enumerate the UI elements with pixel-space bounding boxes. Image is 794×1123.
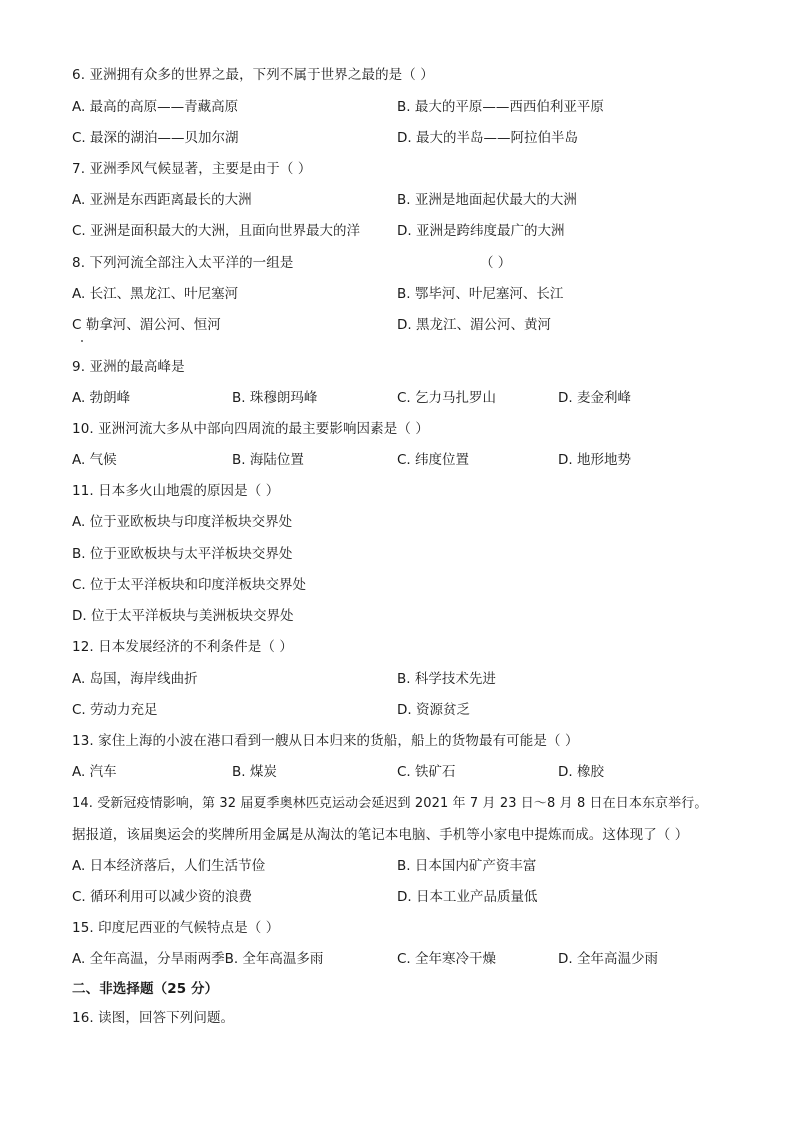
question-6-option-b: B. 最大的平原——西西伯利亚平原 [397,99,604,115]
stray-dot-mark [81,340,83,342]
question-9-option-d: D. 麦金利峰 [558,390,631,406]
question-14-option-c: C. 循环利用可以减少资的浪费 [72,889,253,905]
question-12-option-a: A. 岛国，海岸线曲折 [72,671,198,687]
question-14-option-a: A. 日本经济落后，人们生活节俭 [72,858,266,874]
question-8-option-a: A. 长江、黑龙江、叶尼塞河 [72,286,239,302]
question-12-option-b: B. 科学技术先进 [397,671,496,687]
question-8-answer-paren: （ ） [480,255,512,271]
question-8-option-d: D. 黑龙江、湄公河、黄河 [397,317,551,333]
question-12-stem: 12. 日本发展经济的不利条件是（ ） [72,639,293,655]
question-9-stem: 9. 亚洲的最高峰是 [72,359,185,375]
question-15-stem: 15. 印度尼西亚的气候特点是（ ） [72,920,280,936]
question-9-option-a: A. 勃朗峰 [72,390,131,406]
question-13-stem: 13. 家住上海的小波在港口看到一艘从日本归来的货船，船上的货物最有可能是（ ） [72,733,579,749]
question-13-option-b: B. 煤炭 [232,764,277,780]
question-12-option-d: D. 资源贫乏 [397,702,470,718]
question-11-stem: 11. 日本多火山地震的原因是（ ） [72,483,280,499]
question-10-option-a: A. 气候 [72,452,117,468]
question-14-option-b: B. 日本国内矿产资丰富 [397,858,537,874]
question-7-option-b: B. 亚洲是地面起伏最大的大洲 [397,192,577,208]
question-6-stem: 6. 亚洲拥有众多的世界之最，下列不属于世界之最的是（ ） [72,67,434,83]
question-7-option-c: C. 亚洲是面积最大的大洲，且面向世界最大的洋 [72,223,361,239]
question-14-option-d: D. 日本工业产品质量低 [397,889,538,905]
question-7-stem: 7. 亚洲季风气候显著，主要是由于（ ） [72,161,312,177]
question-7-option-d: D. 亚洲是跨纬度最广的大洲 [397,223,565,239]
question-8-option-c: C 勒拿河、湄公河、恒河 [72,317,221,333]
question-7-option-a: A. 亚洲是东西距离最长的大洲 [72,192,252,208]
question-8-option-b: B. 鄂毕河、叶尼塞河、长江 [397,286,564,302]
question-13-option-d: D. 橡胶 [558,764,604,780]
section-title-non-choice: 二、非选择题（25 分） [72,981,219,997]
question-11-option-a: A. 位于亚欧板块与印度洋板块交界处 [72,514,293,530]
question-10-stem: 10. 亚洲河流大多从中部向四周流的最主要影响因素是（ ） [72,421,429,437]
question-15-options-ab: A. 全年高温，分旱雨两季B. 全年高温多雨 [72,951,324,967]
question-10-option-c: C. 纬度位置 [397,452,470,468]
question-15-option-d: D. 全年高温少雨 [558,951,658,967]
question-14-stem-line-1: 14. 受新冠疫情影响，第 32 届夏季奥林匹克运动会延迟到 2021 年 7 月 23 日～8 月 8 日在日本东京举行。 [72,796,708,811]
question-14-stem-line-2: 据报道，该届奥运会的奖牌所用金属是从淘汰的笔记本电脑、手机等小家电中提炼而成。这体现了（ ） [72,827,689,843]
question-15-option-c: C. 全年寒冷干燥 [397,951,497,967]
question-10-option-b: B. 海陆位置 [232,452,304,468]
question-6-option-c: C. 最深的湖泊——贝加尔湖 [72,130,239,146]
question-11-option-c: C. 位于太平洋板块和印度洋板块交界处 [72,577,307,593]
question-10-option-d: D. 地形地势 [558,452,631,468]
question-11-option-d: D. 位于太平洋板块与美洲板块交界处 [72,608,294,624]
question-6-option-a: A. 最高的高原——青藏高原 [72,99,239,115]
question-13-option-c: C. 铁矿石 [397,764,456,780]
question-9-option-b: B. 珠穆朗玛峰 [232,390,318,406]
question-11-option-b: B. 位于亚欧板块与太平洋板块交界处 [72,546,293,562]
question-8-stem: 8. 下列河流全部注入太平洋的一组是 [72,255,294,271]
question-16-stem: 16. 读图，回答下列问题。 [72,1010,235,1026]
question-9-option-c: C. 乞力马扎罗山 [397,390,497,406]
question-12-option-c: C. 劳动力充足 [72,702,158,718]
question-13-option-a: A. 汽车 [72,764,117,780]
question-6-option-d: D. 最大的半岛——阿拉伯半岛 [397,130,578,146]
